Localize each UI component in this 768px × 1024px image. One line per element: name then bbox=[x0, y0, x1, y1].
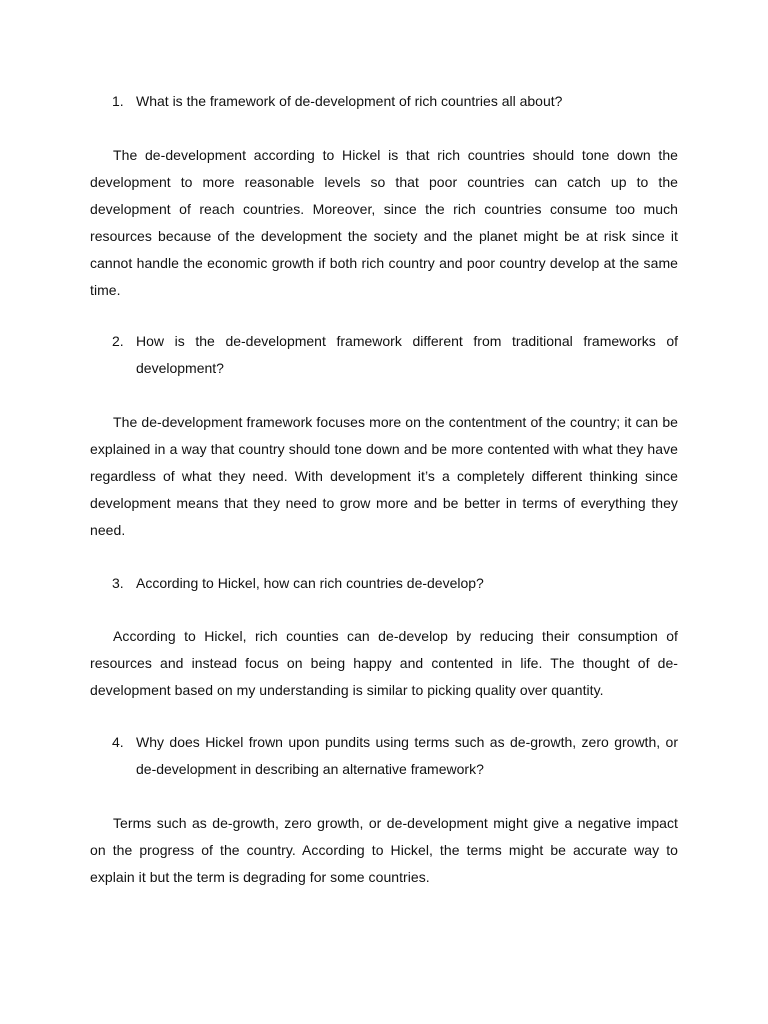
question-number: 2. bbox=[112, 333, 124, 349]
question-number: 4. bbox=[112, 734, 124, 750]
question-2 bbox=[112, 328, 678, 382]
answer-3: According to Hickel, rich counties can de-develop by reducing their consumption of resources and instead focus on being happy and contented in life. The thought of de-development based on my understanding is similar to picking quality over quantity. bbox=[90, 628, 678, 698]
question-number: 1. bbox=[112, 93, 124, 109]
answer-2: The de-development framework focuses more on the contentment of the country; it can be explained in a way that country should tone down and be more contented with what they have regardless of what they need. With development it’s a completely different thinking since development means that they need to grow more and be better in terms of everything they need. bbox=[90, 414, 678, 538]
question-4 bbox=[112, 729, 678, 783]
question-text: What is the framework of de-development of rich countries all about? bbox=[136, 93, 563, 109]
question-text: Why does Hickel frown upon pundits using terms such as de-growth, zero growth, or de-development in describing an alternative framework? bbox=[136, 734, 678, 777]
question-text: How is the de-development framework different from traditional frameworks of development? bbox=[136, 333, 678, 376]
question-1 bbox=[112, 88, 678, 115]
answer-4: Terms such as de-growth, zero growth, or de-development might give a negative impact on the progress of the country. According to Hickel, the terms might be accurate way to explain it but the term is degrading for some countries. bbox=[90, 815, 678, 885]
answer-1: The de-development according to Hickel is that rich countries should tone down the development to more reasonable levels so that poor countries can catch up to the development of reach countries. Moreover, since the rich countries consume too much resources because of the development the society and the planet might be at risk since it cannot handle the economic growth if both rich country and poor country develop at the same time. bbox=[90, 147, 678, 298]
question-number: 3. bbox=[112, 575, 124, 591]
question-3 bbox=[112, 570, 678, 597]
question-text: According to Hickel, how can rich countries de-develop? bbox=[136, 575, 484, 591]
